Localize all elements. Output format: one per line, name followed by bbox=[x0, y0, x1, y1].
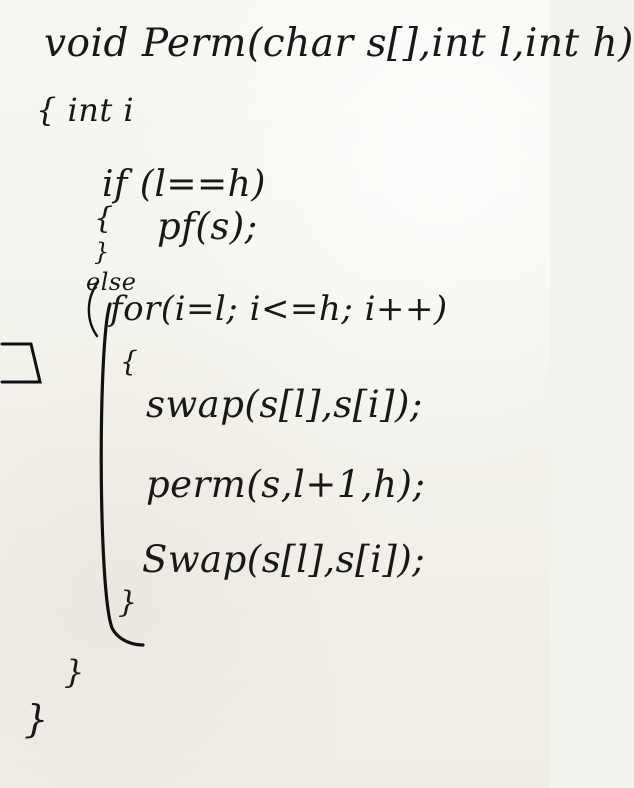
left-bracket-mark bbox=[2, 344, 40, 382]
if-close-brace: } bbox=[94, 238, 110, 266]
printf-call: pf(s); bbox=[157, 205, 258, 248]
function-close-brace: } bbox=[24, 697, 49, 741]
if-open-brace: { bbox=[94, 201, 114, 236]
second-swap-call: Swap(s[l],s[i]); bbox=[142, 538, 426, 581]
for-close-brace: } bbox=[118, 585, 138, 620]
else-keyword: else bbox=[86, 268, 137, 296]
for-open-brace: { bbox=[120, 345, 139, 378]
recursive-perm-call: perm(s,l+1,h); bbox=[146, 463, 426, 506]
if-condition: if (l==h) bbox=[102, 164, 266, 205]
else-close-brace: } bbox=[64, 653, 85, 691]
for-loop-header: for(i=l; i<=h; i++) bbox=[110, 289, 448, 329]
function-body-open-and-declaration: { int i bbox=[36, 91, 135, 129]
function-signature: void Perm(char s[],int l,int h) bbox=[44, 21, 634, 66]
first-swap-call: swap(s[l],s[i]); bbox=[146, 383, 423, 426]
